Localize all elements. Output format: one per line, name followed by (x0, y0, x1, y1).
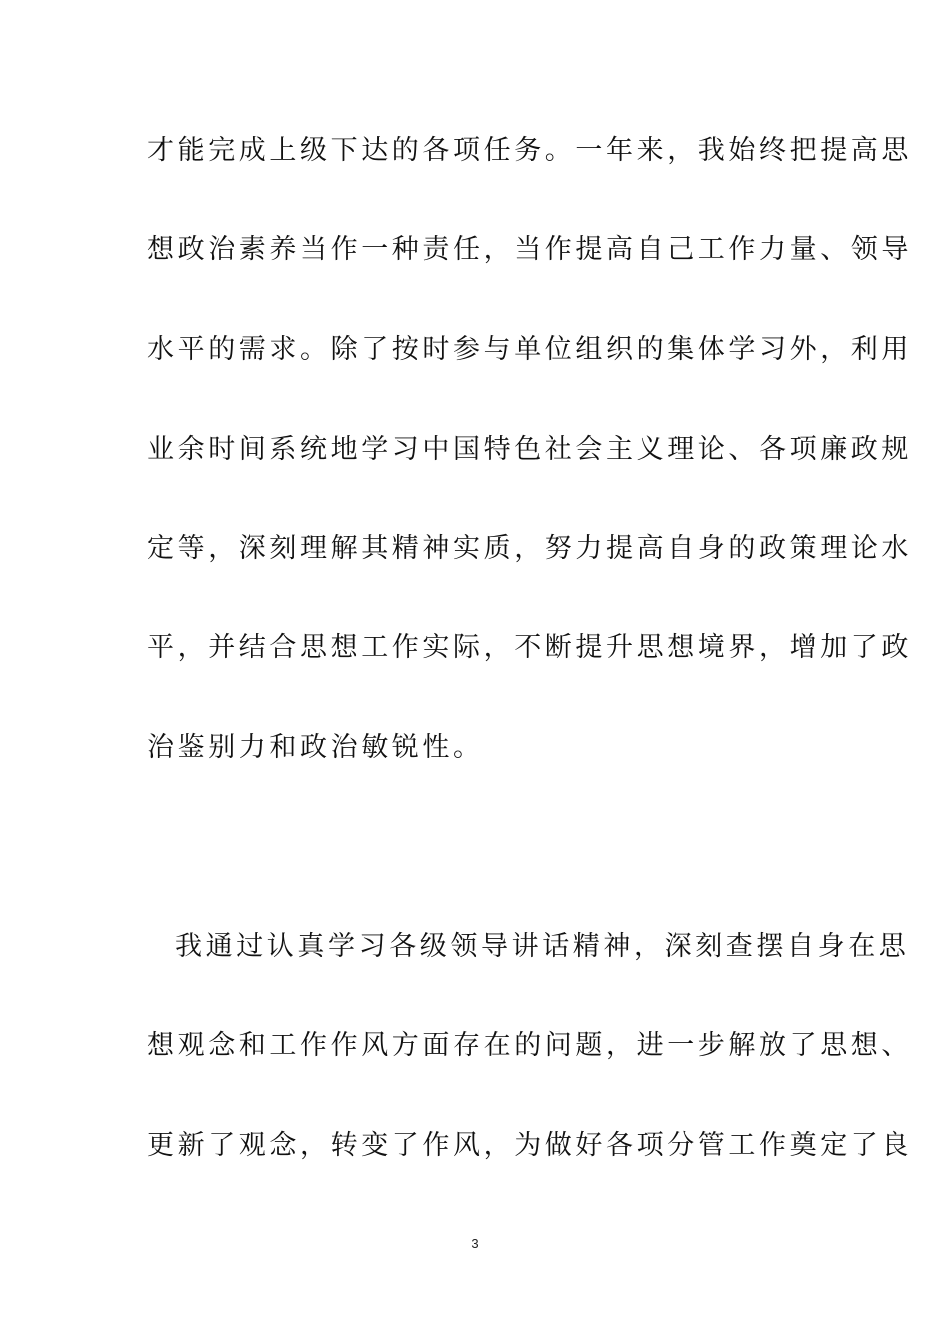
text-line: 想政治素养当作一种责任，当作提高自己工作力量、领导 (147, 234, 912, 265)
text-line: 治鉴别力和政治敏锐性。 (147, 732, 484, 763)
text-line: 平，并结合思想工作实际，不断提升思想境界，增加了政 (147, 632, 912, 663)
text-line: 水平的需求。除了按时参与单位组织的集体学习外，利用 (147, 334, 912, 365)
text-line: 业余时间系统地学习中国特色社会主义理论、各项廉政规 (147, 434, 912, 465)
text-line: 想观念和工作作风方面存在的问题，进一步解放了思想、 (147, 1030, 912, 1061)
text-line: 更新了观念，转变了作风，为做好各项分管工作奠定了良 (147, 1130, 912, 1161)
text-line: 才能完成上级下达的各项任务。一年来，我始终把提高思 (147, 135, 912, 166)
page-number: 3 (471, 1236, 479, 1251)
text-line: 定等，深刻理解其精神实质，努力提高自身的政策理论水 (147, 533, 912, 564)
text-line: 我通过认真学习各级领导讲话精神，深刻查摆自身在思 (175, 931, 910, 962)
